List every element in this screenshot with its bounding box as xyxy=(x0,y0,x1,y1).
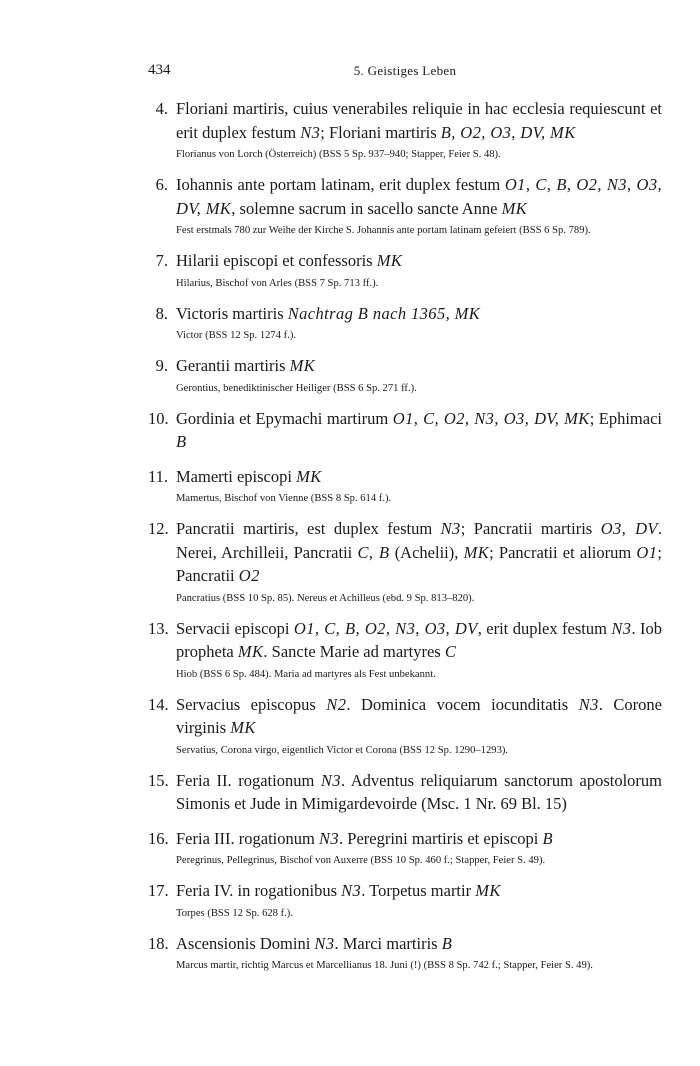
entry-footnote: Servatius, Corona virgo, eigentlich Victor et Corona (BSS 12 Sp. 1290–1293). xyxy=(176,744,509,756)
manuscript-sigla: N2 xyxy=(326,694,347,714)
entry-footnote: Florianus von Lorch (Österreich) (BSS 5 Sp. 937–940; Stapper, Feier S. 48). xyxy=(176,149,501,160)
entry-number: 10. xyxy=(148,408,169,428)
entry-number: 18. xyxy=(148,933,169,953)
calendar-entry xyxy=(148,693,662,758)
calendar-entry xyxy=(148,407,662,454)
manuscript-sigla: MK xyxy=(475,881,501,900)
calendar-entry xyxy=(148,173,662,238)
manuscript-sigla: MK xyxy=(501,198,528,218)
entry-number: 13. xyxy=(148,618,169,638)
manuscript-sigla: N3 xyxy=(314,933,335,953)
entry-text-segment: Pancratii martiris, est duplex festum xyxy=(176,519,441,538)
manuscript-sigla: O1, C, B, O2, N3, O3, DV xyxy=(293,618,478,638)
manuscript-sigla: Nachtrag B nach 1365, MK xyxy=(287,303,481,323)
entry-text-segment: . Adventus reliquiarum sanctorum apostolorum Simonis et Jude in Mimigardevoirde (Msc. 1 Nr. 69 Bl. 15) xyxy=(176,770,663,813)
entry-text-segment: . Torpetus martir xyxy=(361,881,476,900)
entry-text-segment: . Iob propheta xyxy=(176,618,663,661)
calendar-entry xyxy=(148,249,662,291)
manuscript-sigla: MK xyxy=(230,718,256,737)
manuscript-sigla: N3 xyxy=(611,618,632,638)
entry-text xyxy=(176,354,662,378)
calendar-entry xyxy=(148,932,662,974)
entry-text-segment: (Achelii), xyxy=(389,542,464,562)
entry-footnote: Gerontius, benediktinischer Heiliger (BSS 6 Sp. 271 ff.). xyxy=(176,382,417,394)
entry-footnote: Hiob (BSS 6 Sp. 484). Maria ad martyres als Fest unbekannt. xyxy=(176,668,436,680)
entry-number: 8. xyxy=(155,303,168,323)
entry-text-segment: Gordinia et Epymachi martirum xyxy=(176,408,393,428)
entry-footnote: Victor (BSS 12 Sp. 1274 f.). xyxy=(176,330,297,341)
entry-text-segment: , erit duplex festum xyxy=(477,618,612,638)
entry-text xyxy=(176,617,662,664)
entry-text-segment: ; Ephimaci xyxy=(589,408,662,428)
manuscript-sigla: B xyxy=(176,432,187,451)
manuscript-sigla: N3 xyxy=(578,694,599,714)
manuscript-sigla: O1, C, B, O2, N3, O3, DV, MK xyxy=(176,175,662,218)
entry-footnote: Peregrinus, Pellegrinus, Bischof von Auxerre (BSS 10 Sp. 460 f.; Stapper, Feier S. 49). xyxy=(176,855,546,866)
entry-footnote: Hilarius, Bischof von Arles (BSS 7 Sp. 713 ff.). xyxy=(176,277,379,289)
entry-text-segment: Feria II. rogationum xyxy=(176,770,321,790)
calendar-entry xyxy=(148,97,662,162)
manuscript-sigla: C xyxy=(444,642,457,661)
manuscript-sigla: O1, C, O2, N3, O3, DV, MK xyxy=(392,408,590,428)
manuscript-sigla: MK xyxy=(463,542,490,562)
entry-text-segment: Iohannis ante portam latinam, erit duplex festum xyxy=(176,175,505,194)
entry-number: 9. xyxy=(155,356,168,375)
entry-text xyxy=(176,879,662,903)
entry-number: 4. xyxy=(155,99,168,118)
entry-text-segment: . Peregrini martiris et episcopi xyxy=(339,828,543,848)
entry-text-segment: . Corone virginis xyxy=(176,694,662,737)
entry-text xyxy=(176,302,662,326)
entry-text xyxy=(176,932,662,956)
calendar-entries xyxy=(148,97,662,984)
entry-footnote: Torpes (BSS 12 Sp. 628 f.). xyxy=(176,907,293,919)
entry-text xyxy=(176,407,662,454)
manuscript-sigla: N3 xyxy=(440,519,461,538)
entry-text xyxy=(176,97,662,144)
entry-text-segment: ; Pancratii martiris xyxy=(460,519,601,538)
entry-text-segment: Ascensionis Domini xyxy=(176,933,315,953)
entry-number: 7. xyxy=(155,251,168,270)
manuscript-sigla: O3, DV xyxy=(600,519,658,538)
calendar-entry xyxy=(148,465,662,507)
entry-text-segment: Floriani martiris, cuius venerabiles reliquie in hac ecclesia requiescunt et erit duplex festum xyxy=(176,99,662,142)
manuscript-sigla: O1 xyxy=(636,542,658,562)
manuscript-sigla: B xyxy=(441,933,453,953)
entry-number: 12. xyxy=(148,519,169,538)
manuscript-sigla: B xyxy=(542,828,553,848)
manuscript-sigla: O2 xyxy=(238,566,260,585)
entry-text-segment: Feria III. rogationum xyxy=(176,828,319,848)
entry-footnote: Mamertus, Bischof von Vienne (BSS 8 Sp. 614 f.). xyxy=(176,493,392,504)
manuscript-sigla: N3 xyxy=(318,828,340,848)
manuscript-sigla: N3 xyxy=(300,122,321,142)
entry-text xyxy=(176,827,662,851)
entry-text-segment: . Marci martiris xyxy=(334,933,442,953)
manuscript-sigla: MK xyxy=(296,466,322,486)
entry-footnote: Fest erstmals 780 zur Weihe der Kirche S. Johannis ante portam latinam gefeiert (BSS 6 Sp. 789). xyxy=(176,225,591,236)
entry-text xyxy=(176,173,662,220)
entry-footnote: Marcus martir, richtig Marcus et Marcellianus 18. Juni (!) (BSS 8 Sp. 742 f.; Stapper, Feier S. 49). xyxy=(176,960,593,971)
calendar-entry xyxy=(148,354,662,396)
entry-text-segment: Mamerti episcopi xyxy=(176,466,297,486)
entry-number: 16. xyxy=(148,828,169,848)
running-head: 5. Geistiges Leben xyxy=(353,63,457,78)
entry-number: 15. xyxy=(148,770,169,790)
entry-number: 6. xyxy=(155,175,168,194)
entry-text-segment: . Sancte Marie ad martyres xyxy=(263,642,445,661)
calendar-entry xyxy=(148,617,662,682)
calendar-entry xyxy=(148,517,662,606)
entry-text xyxy=(176,517,662,588)
entry-number: 17. xyxy=(148,881,169,900)
entry-text-segment: Servacii episcopi xyxy=(176,618,294,638)
calendar-entry xyxy=(148,769,662,816)
manuscript-sigla: N3 xyxy=(341,881,362,900)
manuscript-sigla: C, B xyxy=(357,542,390,562)
entry-text-segment: Hilarii episcopi et confessoris xyxy=(176,251,377,270)
entry-text xyxy=(176,769,662,816)
entry-text xyxy=(176,465,662,489)
entry-text xyxy=(176,693,662,740)
manuscript-sigla: MK xyxy=(237,642,264,661)
manuscript-sigla: MK xyxy=(376,251,403,270)
page-header xyxy=(148,62,662,84)
page-number: 434 xyxy=(148,62,171,78)
entry-text-segment: ; Pancratii et aliorum xyxy=(489,542,637,562)
entry-text xyxy=(176,249,662,273)
manuscript-sigla: MK xyxy=(289,356,316,375)
entry-text-segment: . Nerei, Archilleii, Pancratii xyxy=(176,519,662,562)
calendar-entry xyxy=(148,302,662,344)
manuscript-sigla: B, O2, O3, DV, MK xyxy=(440,122,576,142)
entry-text-segment: ; Pancratii xyxy=(176,542,662,585)
entry-text-segment: Servacius episcopus xyxy=(176,694,327,714)
entry-footnote: Pancratius (BSS 10 Sp. 85). Nereus et Achilleus (ebd. 9 Sp. 813–820). xyxy=(176,592,475,604)
entry-number: 11. xyxy=(148,466,169,486)
entry-text-segment: Gerantii martiris xyxy=(176,356,290,375)
entry-number: 14. xyxy=(148,694,169,714)
entry-text-segment: . Dominica vocem iocunditatis xyxy=(346,694,579,714)
entry-text-segment: ; Floriani martiris xyxy=(320,122,441,142)
manuscript-sigla: N3 xyxy=(320,770,341,790)
calendar-entry xyxy=(148,827,662,869)
entry-text-segment: Victoris martiris xyxy=(176,303,288,323)
calendar-entry xyxy=(148,879,662,921)
entry-text-segment: , solemne sacrum in sacello sancte Anne xyxy=(231,198,502,218)
entry-text-segment: Feria IV. in rogationibus xyxy=(176,881,342,900)
